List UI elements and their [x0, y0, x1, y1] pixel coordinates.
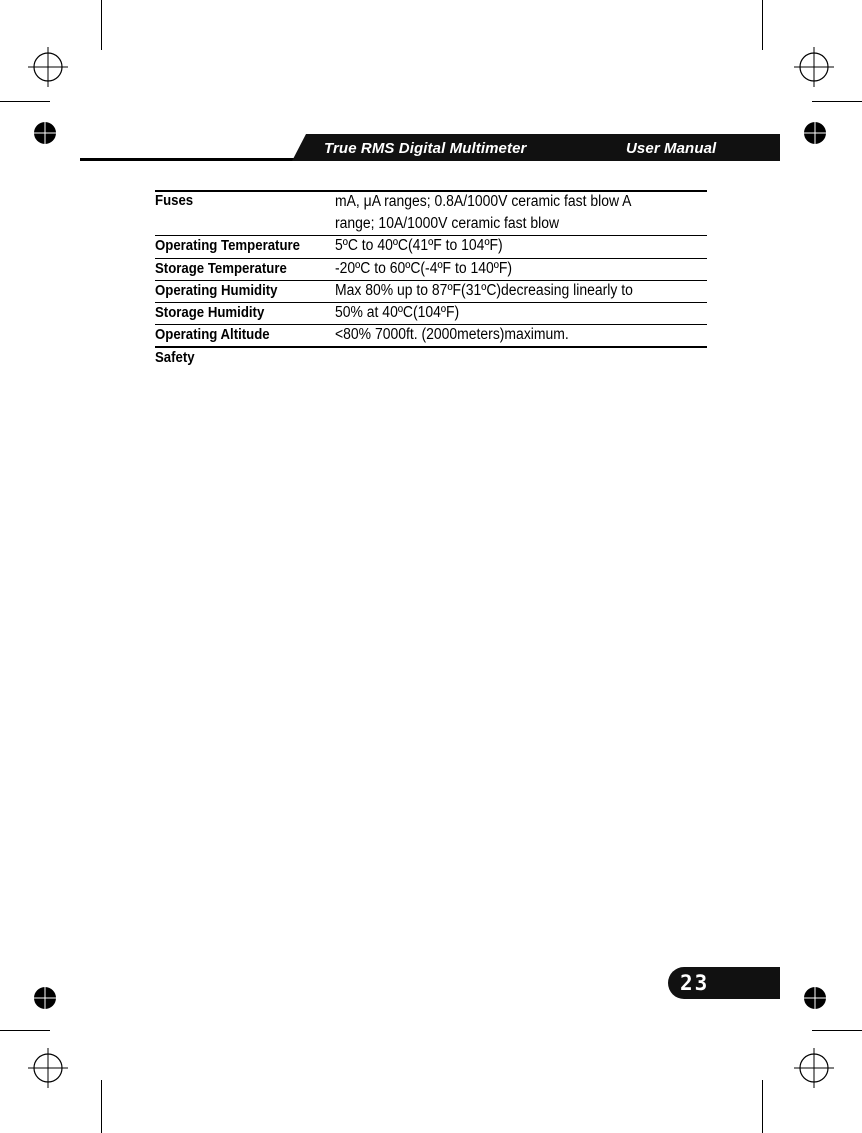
spec-label: Storage Humidity: [155, 304, 265, 321]
crop-mark: [101, 0, 102, 50]
crop-mark: [762, 1080, 763, 1133]
spec-label: Operating Altitude: [155, 326, 270, 343]
registration-dot-icon: [803, 986, 827, 1010]
spec-label: Operating Humidity: [155, 282, 278, 299]
registration-dot-icon: [803, 121, 827, 145]
spec-label: Operating Temperature: [155, 237, 300, 254]
spec-value: <80% 7000ft. (2000meters)maximum.: [335, 326, 569, 343]
registration-target-icon: [792, 45, 836, 89]
header-manual-label: User Manual: [626, 140, 717, 157]
spec-value: Max 80% up to 87ºF(31ºC)decreasing linearly to: [335, 282, 633, 299]
registration-target-icon: [26, 1046, 70, 1090]
registration-target-icon: [792, 1046, 836, 1090]
row-rule: [155, 346, 707, 348]
crop-mark: [762, 0, 763, 50]
crop-mark: [101, 1080, 102, 1133]
spec-value: mA, μA ranges; 0.8A/1000V ceramic fast blow A: [335, 193, 632, 210]
spec-label: Storage Temperature: [155, 260, 287, 277]
spec-value: 50% at 40ºC(104ºF): [335, 304, 460, 321]
header-title: True RMS Digital Multimeter: [324, 140, 527, 157]
spec-value: -20ºC to 60ºC(-4ºF to 140ºF): [335, 260, 512, 277]
crop-mark: [0, 101, 50, 102]
spec-value: range; 10A/1000V ceramic fast blow: [335, 215, 560, 232]
page-number: 23: [680, 971, 710, 995]
crop-mark: [812, 101, 862, 102]
spec-label: Safety: [155, 349, 195, 366]
spec-value: 5ºC to 40ºC(41ºF to 104ºF): [335, 237, 503, 254]
crop-mark: [812, 1030, 862, 1031]
registration-dot-icon: [33, 121, 57, 145]
spec-label: Fuses: [155, 192, 194, 209]
registration-target-icon: [26, 45, 70, 89]
registration-dot-icon: [33, 986, 57, 1010]
crop-mark: [0, 1030, 50, 1031]
